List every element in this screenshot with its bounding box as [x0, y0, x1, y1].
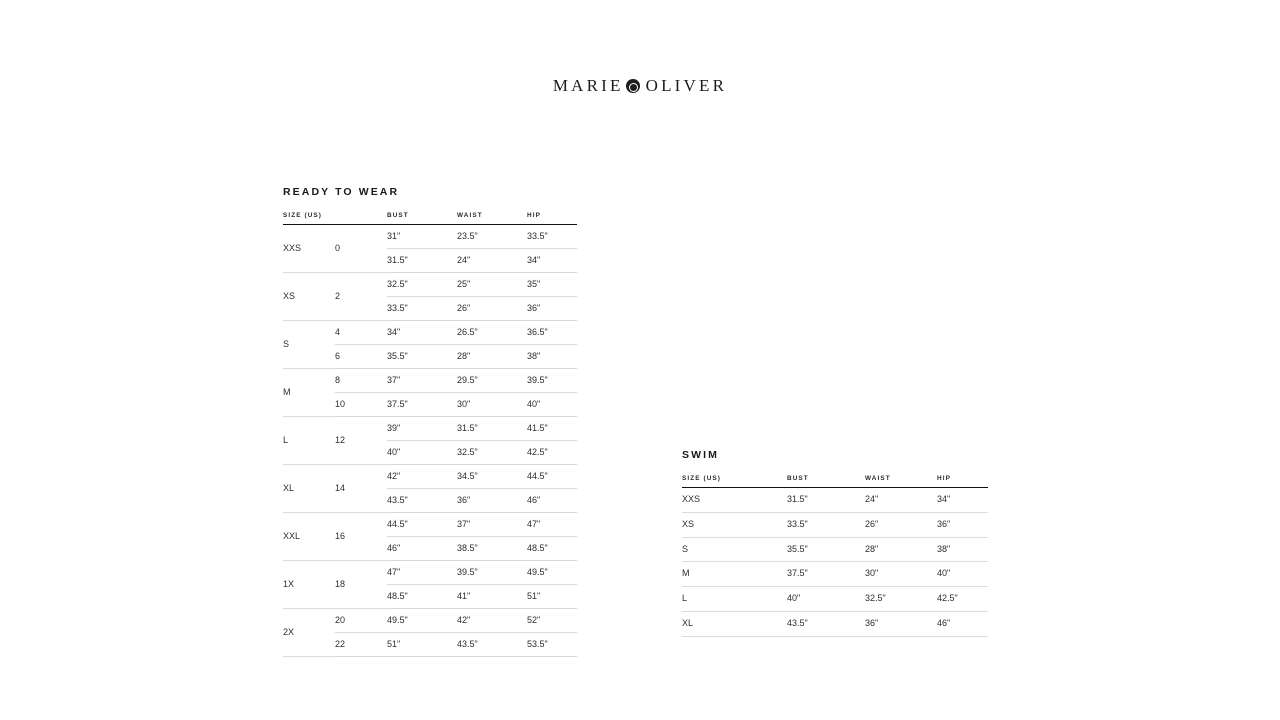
cell-size-letter: M: [283, 369, 335, 417]
cell-bust: 47": [387, 561, 457, 585]
cell-waist: 31.5": [457, 417, 527, 441]
table-row: [283, 561, 577, 585]
cell-hip: 40": [527, 393, 577, 417]
cell-hip: 48.5": [527, 537, 577, 561]
cell-size-letter: 2X: [283, 609, 335, 657]
cell-bust: 33.5": [387, 297, 457, 321]
cell-size-numeric: 18: [335, 561, 387, 609]
cell-bust: 31": [387, 225, 457, 249]
cell-waist: 37": [457, 513, 527, 537]
cell-hip: 51": [527, 585, 577, 609]
cell-bust: 40": [387, 441, 457, 465]
cell-waist: 39.5": [457, 561, 527, 585]
cell-hip: 41.5": [527, 417, 577, 441]
cell-hip: 46": [937, 611, 988, 636]
cell-bust: 35.5": [787, 537, 865, 562]
column-header-hip: HIP: [527, 212, 577, 225]
cell-size-letter: S: [283, 321, 335, 369]
table-row: [682, 537, 988, 562]
cell-bust: 43.5": [787, 611, 865, 636]
cell-bust: 32.5": [387, 273, 457, 297]
table-row: [283, 273, 577, 297]
column-header-size-numeric: [335, 212, 387, 225]
cell-hip: 53.5": [527, 633, 577, 657]
table-row: [682, 488, 988, 513]
cell-size-numeric: 8: [335, 369, 387, 393]
cell-bust: 31.5": [387, 249, 457, 273]
cell-size: XL: [682, 611, 787, 636]
cell-hip: 35": [527, 273, 577, 297]
cell-hip: 42.5": [527, 441, 577, 465]
cell-hip: 42.5": [937, 587, 988, 612]
table-row: [682, 611, 988, 636]
cell-waist: 28": [865, 537, 937, 562]
cell-size-numeric: 22: [335, 633, 387, 657]
table-header-row: [682, 475, 988, 488]
cell-hip: 52": [527, 609, 577, 633]
cell-size-letter: XXS: [283, 225, 335, 273]
cell-bust: 33.5": [787, 512, 865, 537]
cell-hip: 44.5": [527, 465, 577, 489]
cell-waist: 25": [457, 273, 527, 297]
brand-logo: [0, 76, 1280, 96]
cell-waist: 43.5": [457, 633, 527, 657]
table-row: [283, 609, 577, 633]
cell-bust: 34": [387, 321, 457, 345]
cell-waist: 28": [457, 345, 527, 369]
column-header-hip: HIP: [937, 475, 988, 488]
cell-bust: 49.5": [387, 609, 457, 633]
brand-name-left: MARIE: [552, 76, 624, 95]
cell-hip: 40": [937, 562, 988, 587]
cell-bust: 37": [387, 369, 457, 393]
table-row: [682, 512, 988, 537]
cell-waist: 30": [865, 562, 937, 587]
cell-size-numeric: 0: [335, 225, 387, 273]
cell-waist: 41": [457, 585, 527, 609]
cell-hip: 34": [937, 488, 988, 513]
cell-bust: 31.5": [787, 488, 865, 513]
cell-waist: 24": [865, 488, 937, 513]
cell-size: XXS: [682, 488, 787, 513]
cell-bust: 48.5": [387, 585, 457, 609]
cell-waist: 29.5": [457, 369, 527, 393]
swim-table: [682, 475, 988, 637]
cell-size-letter: XL: [283, 465, 335, 513]
cell-hip: 38": [527, 345, 577, 369]
table-row: [682, 562, 988, 587]
cell-size: M: [682, 562, 787, 587]
cell-size-numeric: 12: [335, 417, 387, 465]
brand-name-right: OLIVER: [645, 76, 728, 95]
cell-hip: 36": [527, 297, 577, 321]
cell-hip: 39.5": [527, 369, 577, 393]
cell-waist: 42": [457, 609, 527, 633]
cell-waist: 26": [865, 512, 937, 537]
cell-bust: 43.5": [387, 489, 457, 513]
cell-hip: 49.5": [527, 561, 577, 585]
cell-hip: 38": [937, 537, 988, 562]
cell-waist: 32.5": [865, 587, 937, 612]
cell-waist: 36": [457, 489, 527, 513]
cell-hip: 33.5": [527, 225, 577, 249]
column-header-size: SIZE (US): [283, 212, 335, 225]
cell-size-numeric: 6: [335, 345, 387, 369]
cell-waist: 30": [457, 393, 527, 417]
cell-size-numeric: 10: [335, 393, 387, 417]
table-row: [283, 465, 577, 489]
cell-size: L: [682, 587, 787, 612]
cell-bust: 37.5": [387, 393, 457, 417]
cell-size: XS: [682, 512, 787, 537]
cell-bust: 40": [787, 587, 865, 612]
ready-to-wear-table: [283, 212, 577, 657]
column-header-size: SIZE (US): [682, 475, 787, 488]
cell-hip: 47": [527, 513, 577, 537]
column-header-bust: BUST: [387, 212, 457, 225]
cell-waist: 38.5": [457, 537, 527, 561]
cell-size-numeric: 14: [335, 465, 387, 513]
swim-title: SWIM: [682, 449, 719, 461]
cell-waist: 34.5": [457, 465, 527, 489]
cell-bust: 44.5": [387, 513, 457, 537]
ready-to-wear-section: [283, 186, 577, 657]
column-header-waist: WAIST: [457, 212, 527, 225]
cell-size-numeric: 4: [335, 321, 387, 345]
table-row: [283, 417, 577, 441]
cell-bust: 46": [387, 537, 457, 561]
cell-hip: 36.5": [527, 321, 577, 345]
table-row: [283, 369, 577, 393]
cell-size-letter: L: [283, 417, 335, 465]
cell-hip: 34": [527, 249, 577, 273]
cell-size-letter: 1X: [283, 561, 335, 609]
table-row: [283, 225, 577, 249]
column-header-bust: BUST: [787, 475, 865, 488]
cell-size-numeric: 2: [335, 273, 387, 321]
cell-size: S: [682, 537, 787, 562]
column-header-waist: WAIST: [865, 475, 937, 488]
table-header-row: [283, 212, 577, 225]
swim-section: [682, 449, 988, 637]
cell-size-numeric: 20: [335, 609, 387, 633]
circle-monogram-icon: [626, 79, 640, 93]
cell-bust: 35.5": [387, 345, 457, 369]
ready-to-wear-title: READY TO WEAR: [283, 186, 400, 198]
cell-size-letter: XS: [283, 273, 335, 321]
cell-hip: 36": [937, 512, 988, 537]
table-row: [682, 587, 988, 612]
cell-waist: 23.5": [457, 225, 527, 249]
cell-waist: 32.5": [457, 441, 527, 465]
cell-waist: 36": [865, 611, 937, 636]
table-row: [283, 321, 577, 345]
cell-bust: 42": [387, 465, 457, 489]
cell-bust: 39": [387, 417, 457, 441]
cell-bust: 37.5": [787, 562, 865, 587]
cell-waist: 24": [457, 249, 527, 273]
cell-bust: 51": [387, 633, 457, 657]
cell-size-numeric: 16: [335, 513, 387, 561]
table-row: [283, 513, 577, 537]
cell-waist: 26": [457, 297, 527, 321]
cell-waist: 26.5": [457, 321, 527, 345]
cell-size-letter: XXL: [283, 513, 335, 561]
cell-hip: 46": [527, 489, 577, 513]
